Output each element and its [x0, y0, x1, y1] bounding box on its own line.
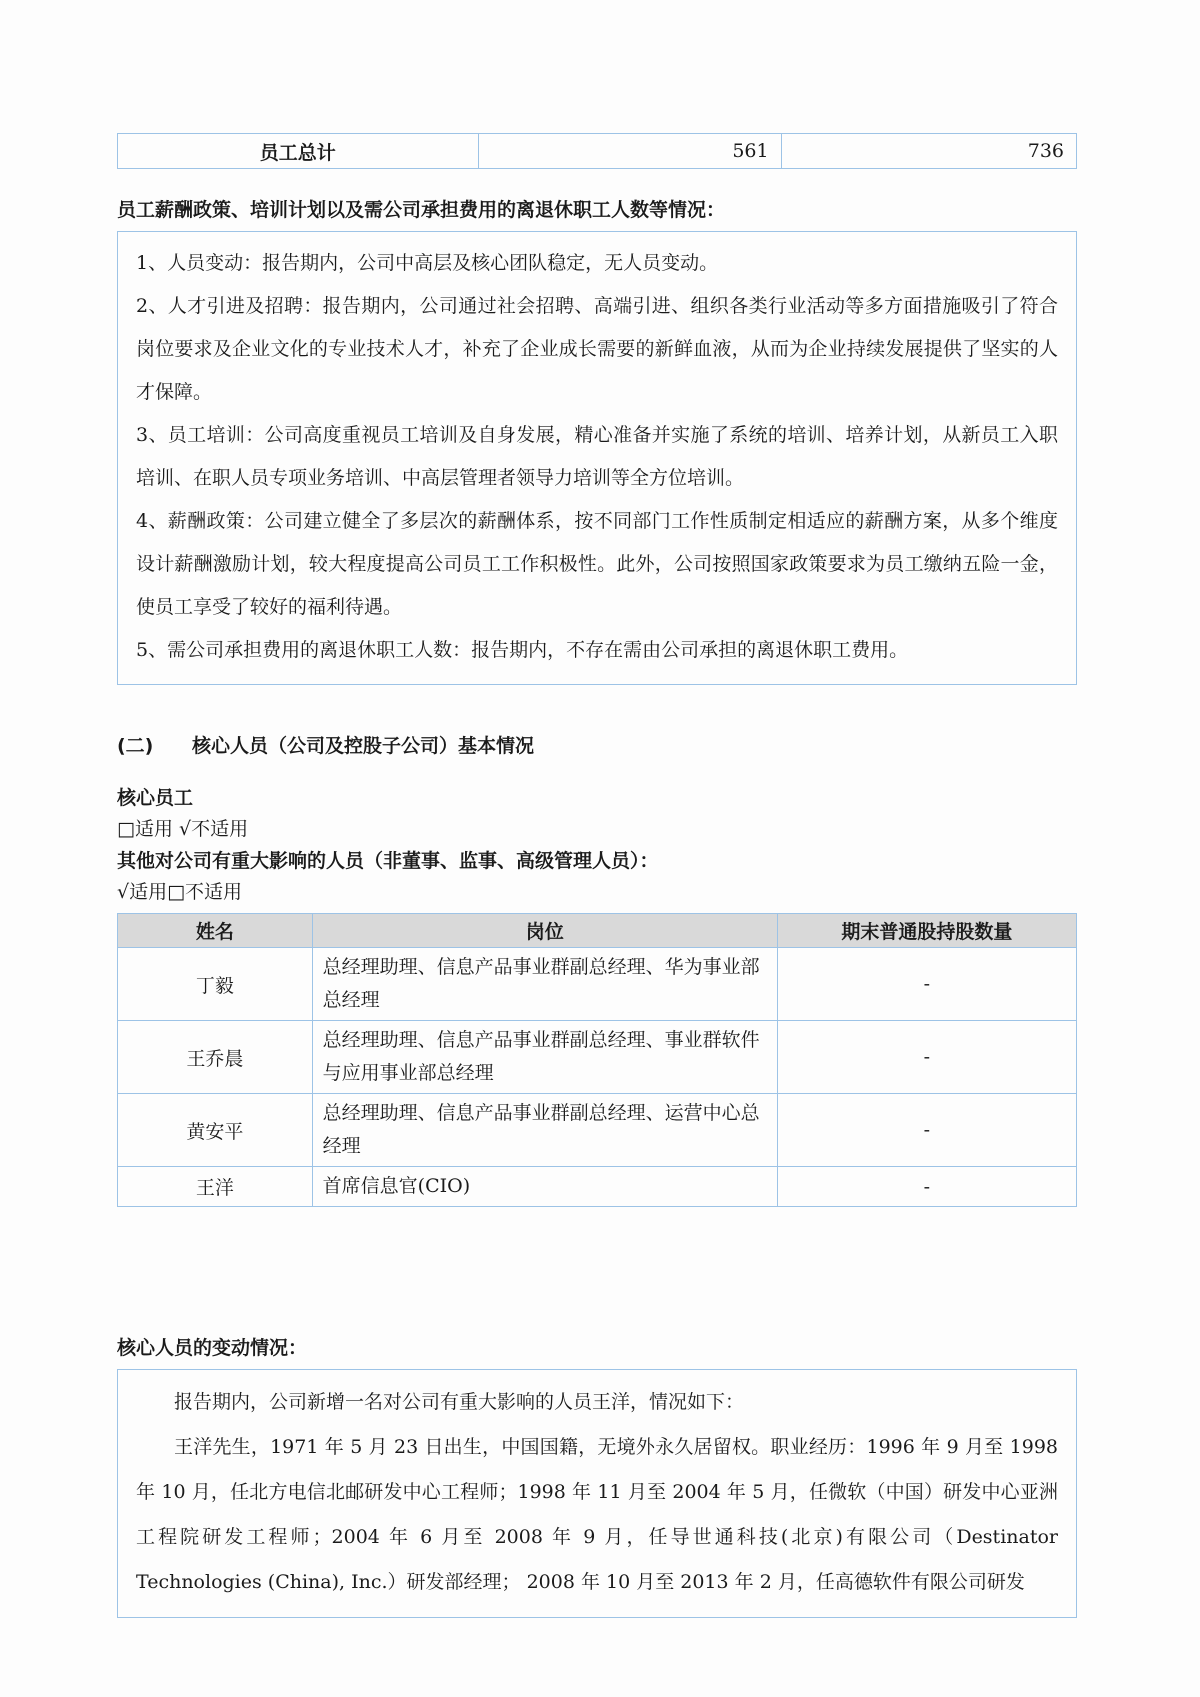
table-header-row	[118, 914, 1077, 948]
person-position: 总经理助理、信息产品事业群副总经理、华为事业部总经理	[312, 948, 777, 1021]
salary-paragraph-5: 5、需公司承担费用的离退休职工人数：报告期内，不存在需由公司承担的离退休职工费用。	[136, 639, 909, 661]
other-influential-label: 其他对公司有重大影响的人员（非董事、监事、高级管理人员）：	[117, 850, 659, 872]
header-position: 岗位	[312, 914, 777, 948]
personnel-changes-box	[117, 1369, 1077, 1618]
salary-policy-box	[117, 231, 1077, 685]
person-holdings: -	[777, 1094, 1076, 1167]
changes-paragraph-1: 报告期内，公司新增一名对公司有重大影响的人员王洋，情况如下：	[174, 1391, 745, 1413]
core-personnel-section-heading	[117, 731, 1077, 758]
salary-paragraph-2: 2、人才引进及招聘：报告期内，公司通过社会招聘、高端引进、组织各类行业活动等多方面措施吸引了符合岗位要求及企业文化的专业技术人才，补充了企业成长需要的新鲜血液，从而为企业持续发展提供了坚实的人才保障。	[136, 295, 1058, 403]
header-name: 姓名	[118, 914, 313, 948]
person-name: 黄安平	[118, 1094, 313, 1167]
table-row	[118, 1167, 1077, 1207]
person-name: 王洋	[118, 1167, 313, 1207]
employee-total-label: 员工总计	[118, 134, 479, 169]
employee-total-value-current: 561	[478, 134, 781, 169]
person-holdings: -	[777, 1167, 1076, 1207]
person-holdings: -	[777, 948, 1076, 1021]
section-title: 核心人员（公司及控股子公司）基本情况	[192, 735, 535, 757]
core-staff-applicability: □适用 √不适用	[117, 818, 249, 840]
salary-paragraph-1: 1、人员变动：报告期内，公司中高层及核心团队稳定，无人员变动。	[136, 252, 719, 274]
other-applicability: √适用□不适用	[117, 881, 243, 903]
employee-total-value-previous: 736	[781, 134, 1076, 169]
employee-total-table	[117, 133, 1077, 169]
table-row	[118, 1021, 1077, 1094]
person-position: 总经理助理、信息产品事业群副总经理、运营中心总经理	[312, 1094, 777, 1167]
table-row	[118, 134, 1077, 169]
table-row	[118, 948, 1077, 1021]
personnel-changes-heading: 核心人员的变动情况：	[117, 1337, 308, 1359]
header-holdings: 期末普通股持股数量	[777, 914, 1076, 948]
section-number: (二)	[117, 735, 154, 757]
salary-paragraph-3: 3、员工培训：公司高度重视员工培训及自身发展，精心准备并实施了系统的培训、培养计划，从新员工入职培训、在职人员专项业务培训、中高层管理者领导力培训等全方位培训。	[136, 424, 1058, 489]
person-name: 丁毅	[118, 948, 313, 1021]
person-position: 总经理助理、信息产品事业群副总经理、事业群软件与应用事业部总经理	[312, 1021, 777, 1094]
person-name: 王乔晨	[118, 1021, 313, 1094]
changes-paragraph-2: 王洋先生，1971 年 5 月 23 日出生，中国国籍，无境外永久居留权。职业经历：1996 年 9 月至 1998 年 10 月，任北方电信北邮研发中心工程师；1998 年 11 月至 2004 年 5 月，任微软（中国）研发中心亚洲工程院研发工程师；2004 年 6 月至 2008 年 9 月，任导世通科技(北京)有限公司（Destinator Technologies (China), Inc.）研发部经理； 2008 年 10 月至 2013 年 2 月，任高德软件有限公司研发	[136, 1436, 1058, 1593]
person-position: 首席信息官(CIO)	[312, 1167, 777, 1207]
page-content	[117, 0, 1077, 1618]
salary-policy-heading: 员工薪酬政策、培训计划以及需公司承担费用的离退休职工人数等情况：	[117, 199, 726, 221]
person-holdings: -	[777, 1021, 1076, 1094]
salary-paragraph-4: 4、薪酬政策：公司建立健全了多层次的薪酬体系，按不同部门工作性质制定相适应的薪酬方案，从多个维度设计薪酬激励计划，较大程度提高公司员工工作积极性。此外，公司按照国家政策要求为员工缴纳五险一金，使员工享受了较好的福利待遇。	[136, 510, 1058, 618]
core-staff-label: 核心员工	[117, 787, 194, 809]
table-row	[118, 1094, 1077, 1167]
core-personnel-table	[117, 913, 1077, 1207]
